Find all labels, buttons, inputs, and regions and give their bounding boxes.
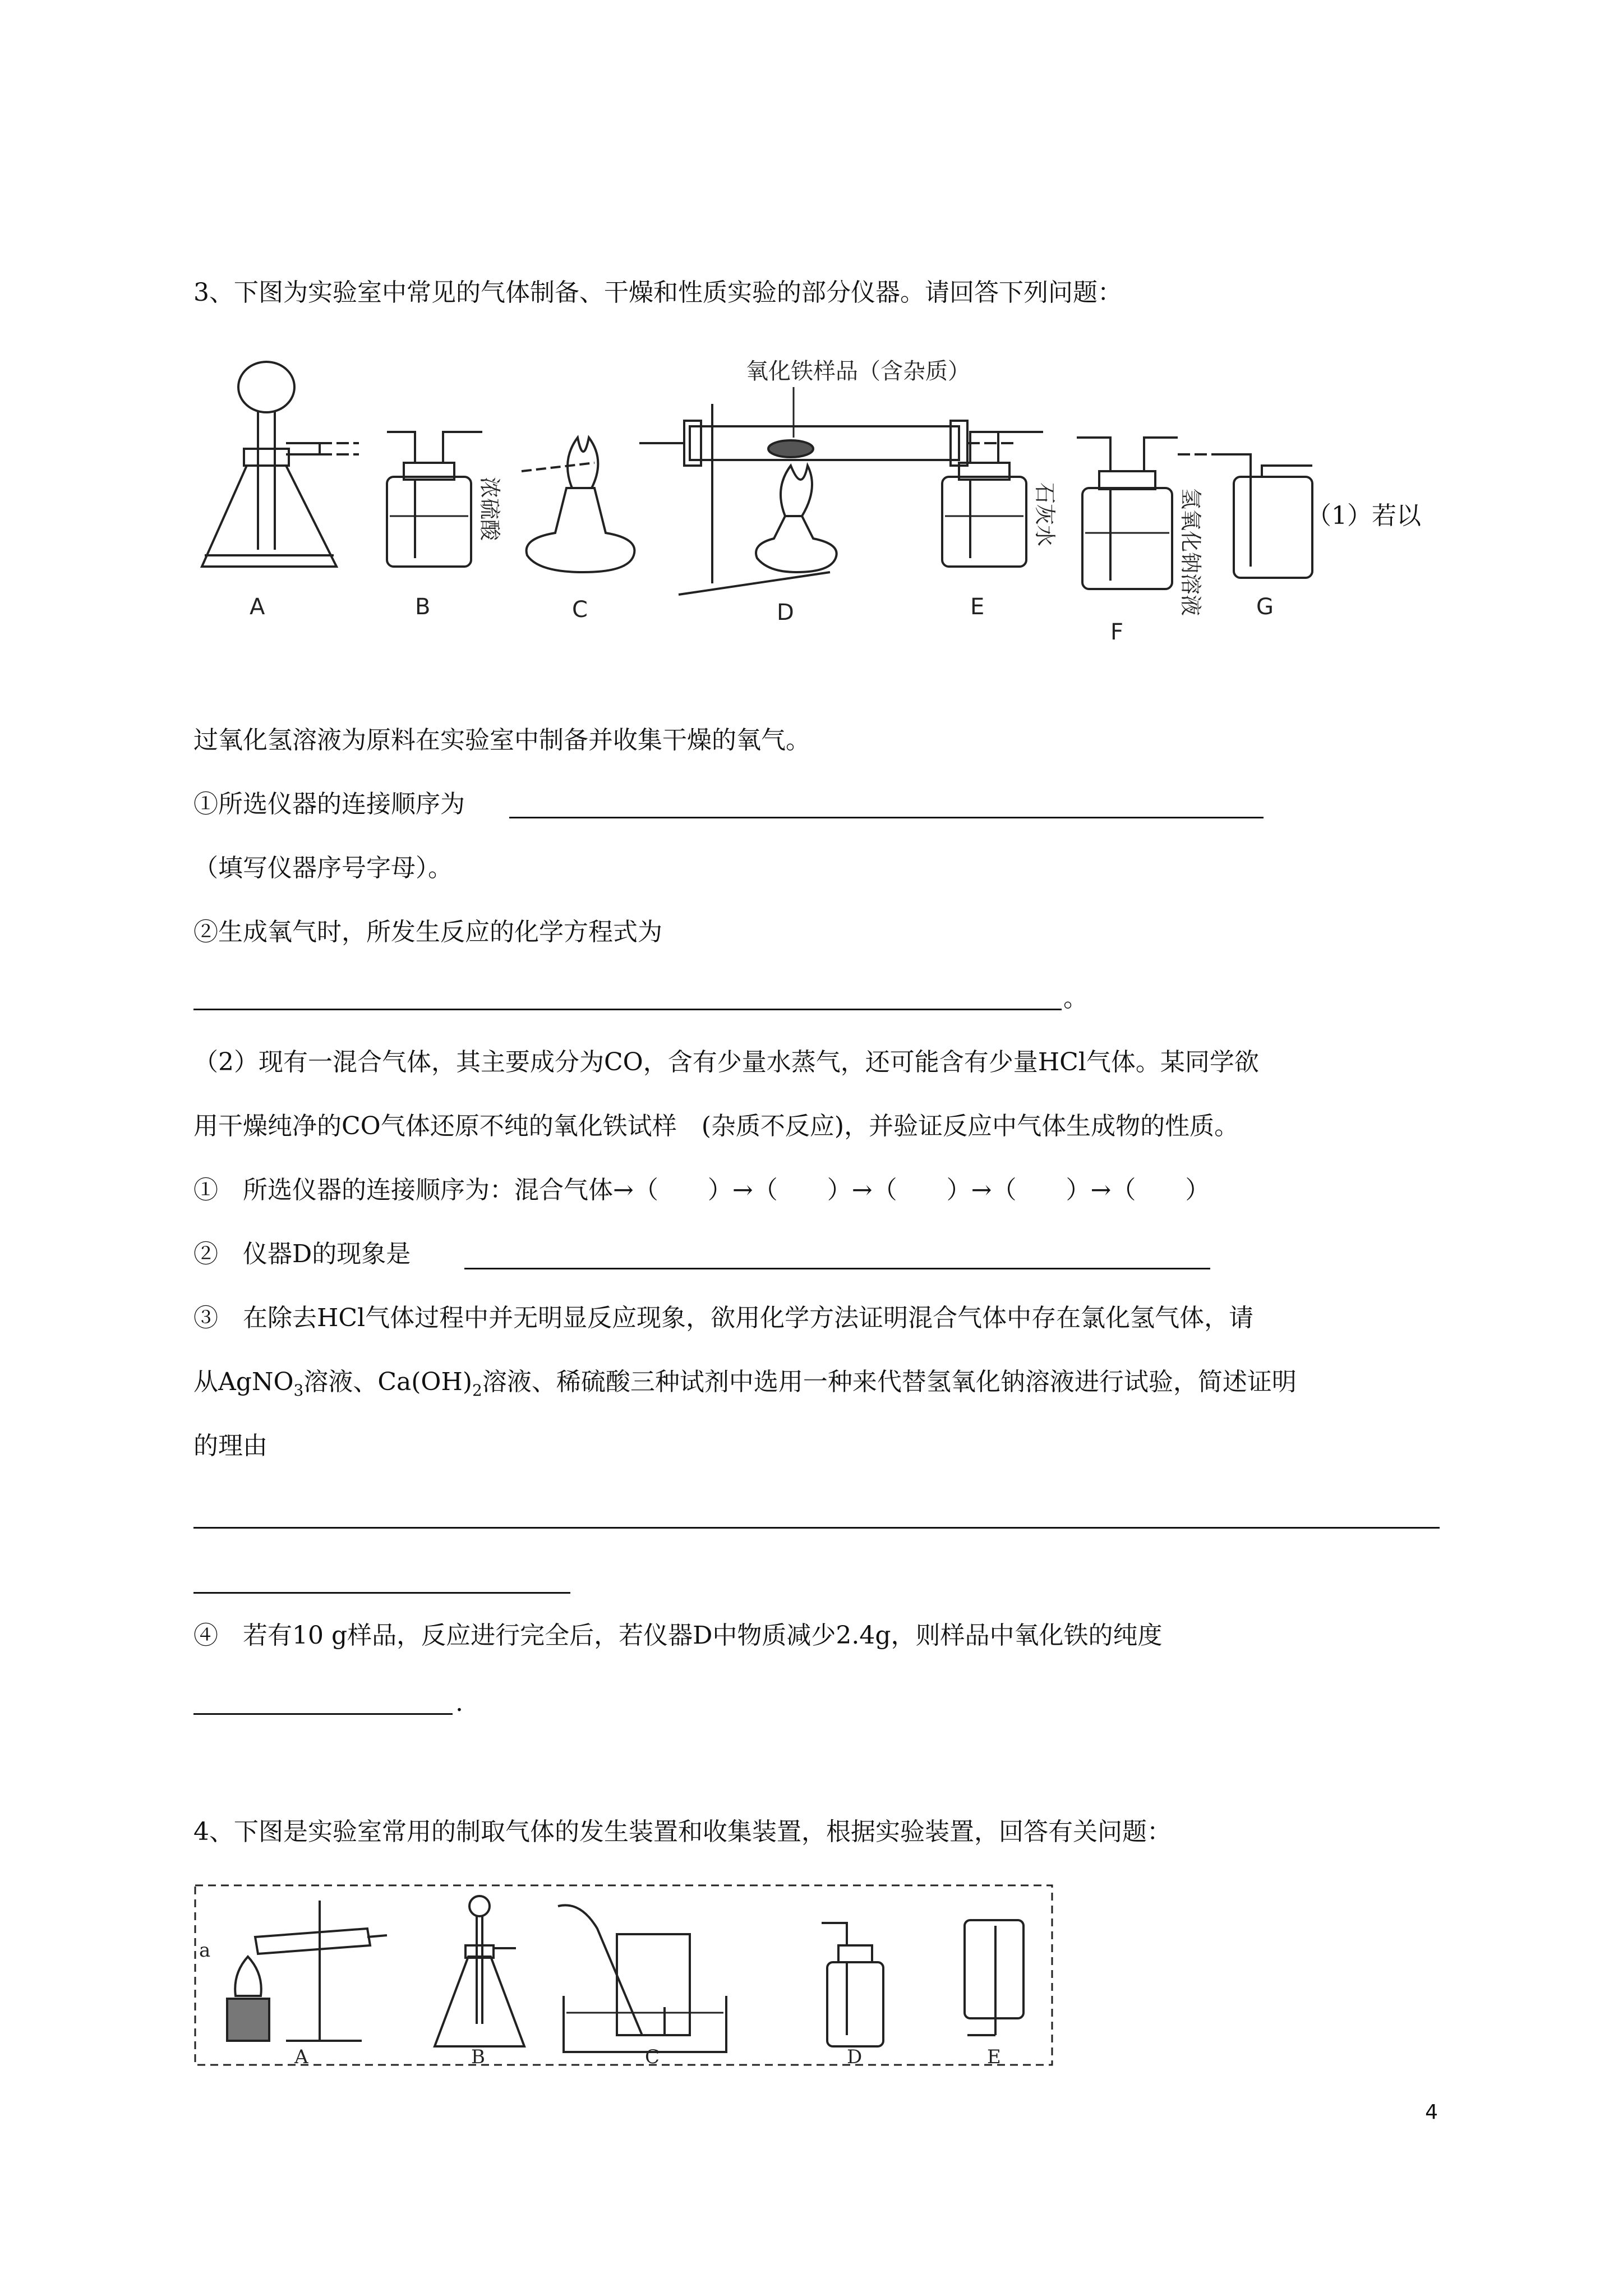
q3-part1-cont: 过氧化氢溶液为原料在实验室中制备并收集干燥的氧气。 bbox=[193, 726, 810, 754]
q3-p2-3b-1: 从AgNO bbox=[193, 1368, 294, 1396]
q4-apparatus-b bbox=[435, 1896, 524, 2046]
answer-blank-4[interactable] bbox=[193, 1527, 1440, 1529]
apparatus-f bbox=[1077, 438, 1178, 589]
reagent-b-label: 浓硫酸 bbox=[477, 477, 502, 541]
page-number: 4 bbox=[1425, 2101, 1438, 2124]
answer-blank-1[interactable] bbox=[509, 817, 1264, 818]
reagent-e-label: 石灰水 bbox=[1032, 482, 1057, 547]
q3-p2-4-end: . bbox=[455, 1688, 463, 1717]
q3-p1-2: ②生成氧气时，所发生反应的化学方程式为 bbox=[193, 918, 662, 946]
q3-p2-3b-2: 溶液、Ca(OH) bbox=[303, 1368, 473, 1396]
q4-label-a: A bbox=[294, 2046, 308, 2068]
answer-blank-3[interactable] bbox=[464, 1268, 1210, 1269]
apparatus-b bbox=[387, 432, 482, 567]
label-b: B bbox=[415, 594, 431, 620]
apparatus-e bbox=[942, 432, 1043, 567]
apparatus-a bbox=[202, 362, 359, 567]
q3-p2-3a: ③ 在除去HCl气体过程中并无明显反应现象，欲用化学方法证明混合气体中存在氯化氢气体，请 bbox=[193, 1304, 1254, 1332]
q3-p2-4: ④ 若有10 g样品，反应进行完全后，若仪器D中物质减少2.4g，则样品中氧化铁的纯度 bbox=[193, 1621, 1163, 1650]
q3-p2-3b-3: 溶液、稀硫酸三种试剂中选用一种来代替氢氧化钠溶液进行试验，简述证明 bbox=[482, 1368, 1297, 1396]
q4-apparatus-e bbox=[965, 1920, 1023, 2035]
q3-p2-a: （2）现有一混合气体，其主要成分为CO，含有少量水蒸气，还可能含有少量HCl气体。某同学欲 bbox=[193, 1048, 1259, 1076]
q3-p1-1-note: （填写仪器序号字母）。 bbox=[193, 854, 453, 882]
answer-blank-6[interactable] bbox=[193, 1713, 453, 1715]
q3-p2-2: ② 仪器D的现象是 bbox=[193, 1240, 411, 1268]
q3-p2-b: 用干燥纯净的CO气体还原不纯的氧化铁试样 (杂质不反应)，并验证反应中气体生成物的性质。 bbox=[193, 1112, 1239, 1140]
answer-blank-5[interactable] bbox=[193, 1592, 570, 1594]
q3-figure bbox=[191, 348, 1447, 684]
label-e: E bbox=[970, 594, 985, 620]
q3-p2-3b-sub1: 3 bbox=[293, 1381, 304, 1400]
label-d: D bbox=[777, 600, 794, 625]
q3-p1-1: ①所选仪器的连接顺序为 bbox=[193, 790, 465, 818]
label-c: C bbox=[572, 597, 588, 623]
label-f: F bbox=[1110, 619, 1124, 645]
sample-label: 氧化铁样品（含杂质） bbox=[746, 358, 970, 384]
q4-apparatus-a bbox=[227, 1901, 387, 2041]
q3-p2-3b bbox=[193, 1365, 1297, 1407]
q4-intro: 4、下图是实验室常用的制取气体的发生装置和收集装置，根据实验装置，回答有关问题： bbox=[193, 1818, 1172, 1846]
q4-label-lamp-a: a bbox=[199, 1939, 211, 1962]
q4-apparatus-c bbox=[558, 1905, 726, 2052]
label-g: G bbox=[1256, 594, 1274, 620]
q3-p2-3b-sub2: 2 bbox=[472, 1381, 482, 1400]
q4-apparatus-d bbox=[822, 1923, 883, 2046]
apparatus-c bbox=[522, 438, 634, 572]
q4-label-d: D bbox=[847, 2046, 863, 2068]
label-a: A bbox=[250, 594, 265, 620]
q4-label-b: B bbox=[471, 2046, 485, 2068]
q3-p1-2-end: 。 bbox=[1063, 984, 1088, 1013]
q3-part1-start: （1）若以 bbox=[1307, 501, 1421, 530]
q3-p2-3c: 的理由 bbox=[193, 1432, 268, 1460]
answer-blank-2[interactable] bbox=[193, 1009, 1062, 1010]
q4-label-c: C bbox=[645, 2046, 660, 2068]
q3-p2-1: ① 所选仪器的连接顺序为：混合气体→（ ）→（ ）→（ ）→（ ）→（ ） bbox=[193, 1176, 1210, 1204]
q3-intro: 3、下图为实验室中常见的气体制备、干燥和性质实验的部分仪器。请回答下列问题： bbox=[193, 278, 1122, 307]
q4-figure bbox=[193, 1884, 1054, 2069]
q4-label-e: E bbox=[987, 2046, 1001, 2068]
reagent-f-label: 氢氧化钠溶液 bbox=[1178, 488, 1203, 616]
